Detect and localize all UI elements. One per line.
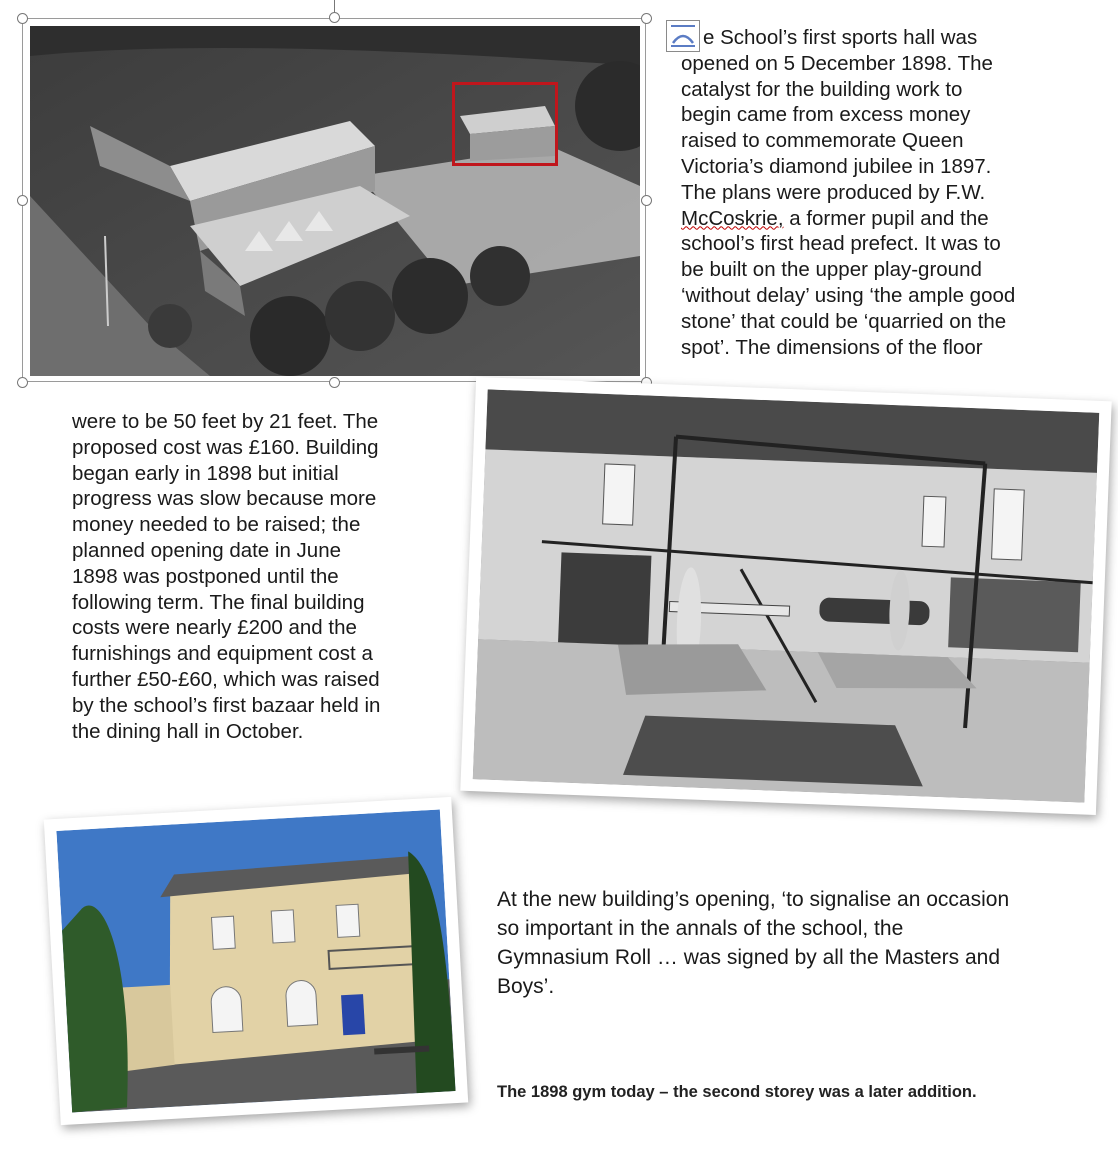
gym-interior-image: [473, 389, 1100, 802]
text-line: raised to commemorate Queen: [681, 129, 964, 153]
text-line: 1898 was postponed until the: [72, 564, 339, 588]
text-line: [681, 206, 1015, 232]
text-line: following term. The final building: [72, 590, 365, 614]
text-line: Gymnasium Roll … was signed by all the Masters and: [497, 946, 1001, 969]
photo-caption: The 1898 gym today – the second storey was a later addition.: [497, 1083, 977, 1101]
text-line: planned opening date in June: [72, 538, 342, 562]
text-line: e School’s first sports hall was: [703, 26, 978, 49]
resize-handle-middle-right[interactable]: [641, 195, 652, 206]
text-line: At the new building’s opening, ‘to signalise an occasion: [497, 888, 1010, 911]
text-line: began early in 1898 but initial: [72, 461, 339, 485]
text-line: furnishings and equipment cost a: [72, 642, 373, 666]
resize-handle-bottom-center[interactable]: [329, 377, 340, 388]
text-line: were to be 50 feet by 21 feet. The: [72, 410, 379, 433]
text-line: Victoria’s diamond jubilee in 1897.: [681, 154, 992, 178]
text-line: catalyst for the building work to: [681, 77, 963, 101]
text-line: school’s first head prefect. It was to: [681, 232, 1001, 256]
text-line: the dining hall in October.: [72, 719, 304, 743]
text-line: opened on 5 December 1898. The: [681, 51, 993, 75]
text-line: be built on the upper play-ground: [681, 258, 982, 282]
paragraph-2: [72, 409, 380, 744]
paragraph-3: [497, 885, 1009, 1001]
resize-handle-top-right[interactable]: [641, 13, 652, 24]
text-line: further £50-£60, which was raised: [72, 667, 380, 691]
rotate-handle[interactable]: [329, 12, 340, 23]
modern-gym-image: [56, 810, 455, 1113]
resize-handle-bottom-left[interactable]: [17, 377, 28, 388]
gym-interior-photo[interactable]: [460, 377, 1111, 815]
text-line: spot’. The dimensions of the floor: [681, 335, 983, 359]
text-line: The plans were produced by F.W.: [681, 180, 986, 204]
text-line: stone’ that could be ‘quarried on the: [681, 309, 1007, 333]
text-line: progress was slow because more: [72, 487, 377, 511]
paragraph-1: [681, 25, 1015, 360]
text-line: begin came from excess money: [681, 103, 971, 127]
image-selection-frame: [22, 18, 646, 382]
misspelled-word[interactable]: McCoskrie,: [681, 206, 784, 230]
text-fragment: a former pupil and the: [789, 206, 989, 230]
modern-gym-photo[interactable]: [44, 797, 468, 1125]
text-line: costs were nearly £200 and the: [72, 616, 357, 640]
text-line: proposed cost was £160. Building: [72, 435, 379, 459]
text-line: by the school’s first bazaar held in: [72, 693, 381, 717]
text-line: so important in the annals of the school, the: [497, 917, 904, 940]
text-line: money needed to be raised; the: [72, 513, 361, 537]
resize-handle-middle-left[interactable]: [17, 195, 28, 206]
text-line: ‘without delay’ using ‘the ample good: [681, 283, 1016, 307]
resize-handle-top-left[interactable]: [17, 13, 28, 24]
text-line: Boys’.: [497, 975, 555, 998]
